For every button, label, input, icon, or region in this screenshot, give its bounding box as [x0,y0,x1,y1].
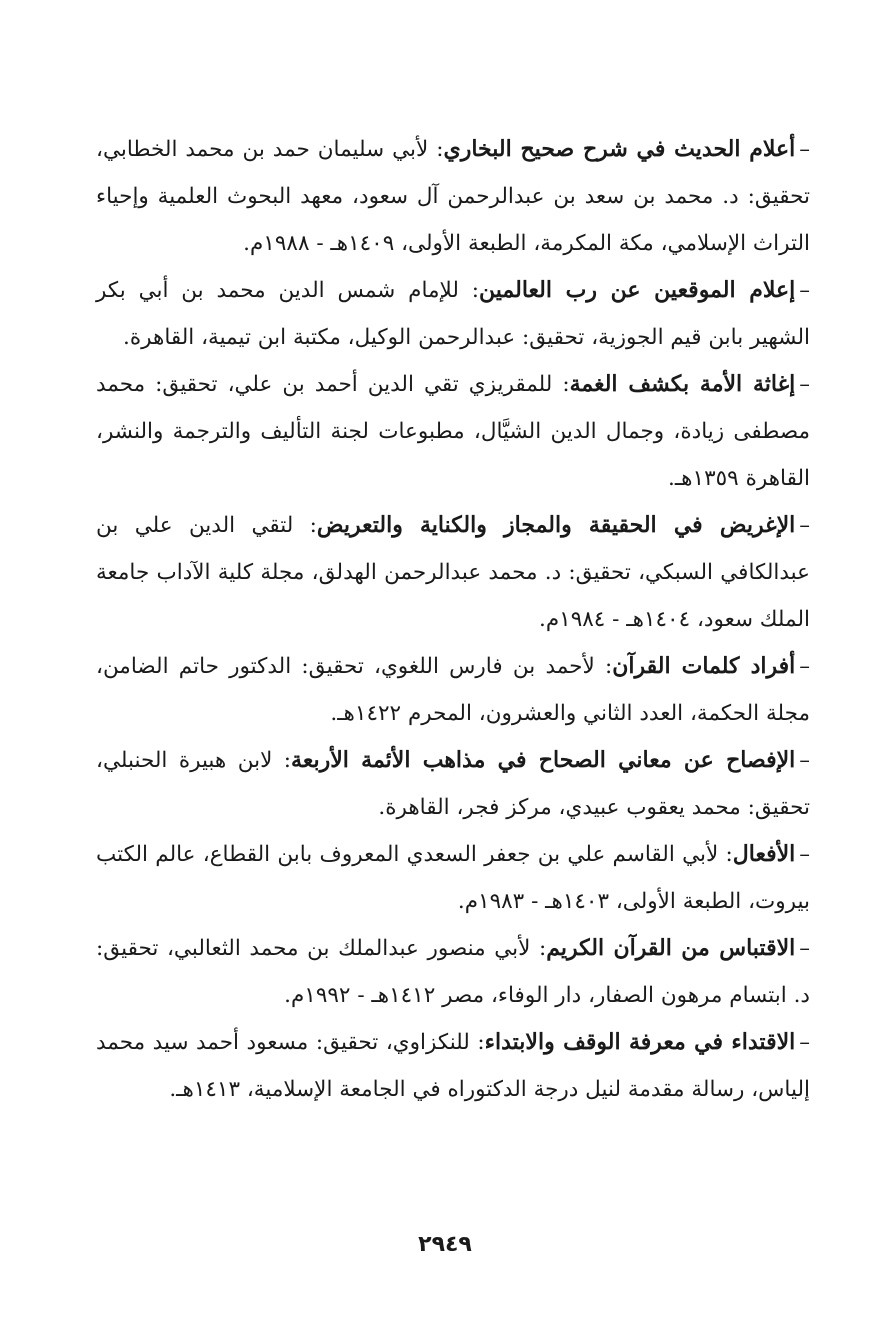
bibliography-entry: –الإفصاح عن معاني الصحاح في مذاهب الأئمة الأربعة: لابن هبيرة الحنبلي، تحقيق: محمد يعقوب عبيدي، مركز فجر، القاهرة. [96,747,811,820]
entry-title: إعلام الموقعين عن رب العالمين [479,277,796,303]
entry-text: : للإمام شمس الدين محمد بن أبي بكر الشهير بابن قيم الجوزية، تحقيق: عبدالرحمن الوكيل، مكتبة ابن تيمية، القاهرة. [96,278,810,350]
bibliography-entry: –الاقتداء في معرفة الوقف والابتداء: للنكزاوي، تحقيق: مسعود أحمد سيد محمد إلياس، رسالة مقدمة لنيل درجة الدكتوراه في الجامعة الإسلامية، ١٤١٣هـ. [96,1029,810,1102]
bibliography-entry: –الأفعال: لأبي القاسم علي بن جعفر السعدي المعروف بابن القطاع، عالم الكتب بيروت، الطبعة الأولى، ١٤٠٣هـ - ١٩٨٣م. [96,841,810,914]
page-number: ٢٩٤٩ [418,1232,472,1257]
bibliography-entry: –الإغريض في الحقيقة والمجاز والكناية والتعريض: لتقي الدين علي بن عبدالكافي السبكي، تحقيق: د. محمد عبدالرحمن الهدلق، مجلة كلية الآداب جامعة الملك سعود، ١٤٠٤هـ - ١٩٨٤م. [96,512,810,632]
bibliography-entry: –إغاثة الأمة بكشف الغمة: للمقريزي تقي الدين أحمد بن علي، تحقيق: محمد مصطفى زيادة، وجمال الدين الشيَّال، مطبوعات لجنة التأليف والترجمة والنشر، القاهرة ١٣٥٩هـ. [96,371,811,491]
entry-text: : لأحمد بن فارس اللغوي، تحقيق: الدكتور حاتم الضامن، مجلة الحكمة، العدد الثاني والعشرون، المحرم ١٤٢٢هـ. [96,654,810,726]
bibliography-entry: –الاقتباس من القرآن الكريم: لأبي منصور عبدالملك بن محمد الثعالبي، تحقيق: د. ابتسام مرهون الصفار، دار الوفاء، مصر ١٤١٢هـ - ١٩٩٢م. [96,935,810,1008]
entry-text: : للمقريزي تقي الدين أحمد بن علي، تحقيق: محمد مصطفى زيادة، وجمال الدين الشيَّال، مطبوعات لجنة التأليف والترجمة والنشر، القاهرة ١٣٥٩هـ. [96,372,810,491]
entry-title: إغاثة الأمة بكشف الغمة [569,371,796,397]
entry-title: الاقتداء في معرفة الوقف والابتداء [484,1029,796,1055]
entry-text: : لأبي منصور عبدالملك بن محمد الثعالبي، تحقيق: د. ابتسام مرهون الصفار، دار الوفاء، مصر ١٤١٢هـ - ١٩٩٢م. [96,936,810,1008]
entry-text: : للنكزاوي، تحقيق: مسعود أحمد سيد محمد إلياس، رسالة مقدمة لنيل درجة الدكتوراه في الجامعة الإسلامية، ١٤١٣هـ. [96,1030,810,1102]
bibliography-entry: –أعلام الحديث في شرح صحيح البخاري: لأبي سليمان حمد بن محمد الخطابي، تحقيق: د. محمد بن سعد بن عبدالرحمن آل سعود، معهد البحوث العلمية وإحياء التراث الإسلامي، مكة المكرمة، الطبعة الأولى، ١٤٠٩هـ - ١٩٨٨م. [96,136,810,256]
entry-title: الإغريض في الحقيقة والمجاز والكناية والتعريض [316,512,796,538]
entry-text: : لابن هبيرة الحنبلي، تحقيق: محمد يعقوب عبيدي، مركز فجر، القاهرة. [96,748,810,820]
entry-text: : لأبي سليمان حمد بن محمد الخطابي، تحقيق: د. محمد بن سعد بن عبدالرحمن آل سعود، معهد البحوث العلمية وإحياء التراث الإسلامي، مكة المكرمة، الطبعة الأولى، ١٤٠٩هـ - ١٩٨٨م. [96,137,810,256]
entry-title: الإفصاح عن معاني الصحاح في مذاهب الأئمة الأربعة [291,747,796,773]
entry-title: الاقتباس من القرآن الكريم [546,935,796,961]
entry-title: الأفعال [732,841,796,867]
entry-text: : لأبي القاسم علي بن جعفر السعدي المعروف بابن القطاع، عالم الكتب بيروت، الطبعة الأولى، ١٤٠٣هـ - ١٩٨٣م. [96,842,810,914]
bibliography-entry: –إعلام الموقعين عن رب العالمين: للإمام شمس الدين محمد بن أبي بكر الشهير بابن قيم الجوزية، تحقيق: عبدالرحمن الوكيل، مكتبة ابن تيمية، القاهرة. [96,277,811,350]
bibliography-entry: –أفراد كلمات القرآن: لأحمد بن فارس اللغوي، تحقيق: الدكتور حاتم الضامن، مجلة الحكمة، العدد الثاني والعشرون، المحرم ١٤٢٢هـ. [96,653,810,726]
bibliography-list [96,126,810,1113]
entry-text: : لتقي الدين علي بن عبدالكافي السبكي، تحقيق: د. محمد عبدالرحمن الهدلق، مجلة كلية الآداب جامعة الملك سعود، ١٤٠٤هـ - ١٩٨٤م. [96,513,810,632]
entry-title: أعلام الحديث في شرح صحيح البخاري [443,136,796,162]
entry-title: أفراد كلمات القرآن [612,653,796,679]
